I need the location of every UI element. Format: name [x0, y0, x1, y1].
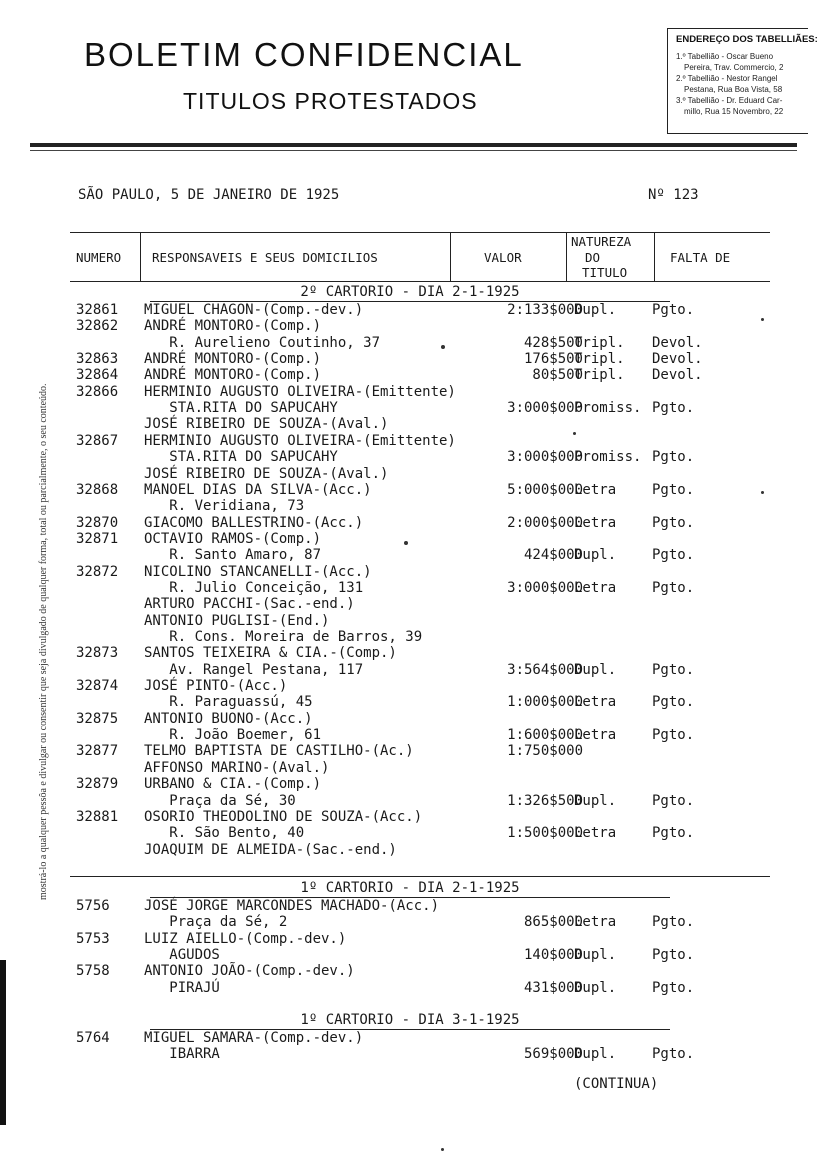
row-value: 80$500	[532, 367, 583, 384]
row-detail-line: AGUDOS	[144, 947, 220, 964]
row-number: 32868	[76, 481, 119, 498]
row-value: 1:000$000	[507, 694, 583, 711]
row-value: 569$000	[523, 1046, 583, 1063]
document-subtitle: TITULOS PROTESTADOS	[183, 88, 478, 114]
address-line: Pestana, Rua Boa Vista, 58	[684, 85, 783, 94]
row-value: 1:326$500	[507, 792, 583, 809]
row-number: 32879	[76, 776, 119, 793]
address-line: Pereira, Trav. Commercio, 2	[684, 63, 784, 72]
address-line: 2.º Tabellião - Nestor Rangel	[676, 74, 778, 83]
row-detail-line: IBARRA	[144, 1046, 220, 1063]
row-nature: Letra	[574, 694, 617, 711]
row-detail-line: R. Julio Conceição, 131	[144, 579, 364, 596]
row-responsible: LUIZ AIELLO-(Comp.-dev.)	[144, 930, 347, 947]
row-reason: Devol.	[652, 334, 703, 351]
col-header-natureza-do: DO	[585, 250, 601, 265]
row-reason: Pgto.	[652, 547, 695, 564]
row-detail-line: JOAQUIM DE ALMEIDA-(Sac.-end.)	[144, 841, 397, 858]
row-responsible: ANTONIO JOÃO-(Comp.-dev.)	[144, 963, 355, 980]
row-detail-line: R. Paraguassú, 45	[144, 694, 313, 711]
row-number: 32873	[76, 645, 119, 662]
header-rule	[30, 143, 797, 147]
row-number: 32862	[76, 318, 119, 335]
row-reason: Pgto.	[652, 979, 695, 996]
row-nature: Letra	[574, 825, 617, 842]
row-value: 428$500	[523, 334, 583, 351]
row-reason: Pgto.	[652, 481, 695, 498]
row-reason: Pgto.	[652, 514, 695, 531]
scan-speck	[761, 491, 764, 494]
row-reason: Pgto.	[652, 792, 695, 809]
row-nature: Dupl.	[574, 1046, 617, 1063]
row-detail-line: R. Santo Amaro, 87	[144, 547, 322, 564]
row-responsible: JOSÉ PINTO-(Acc.)	[144, 678, 288, 695]
section-heading: 1º CARTORIO - DIA 2-1-1925	[300, 880, 520, 896]
row-responsible: GIACOMO BALLESTRINO-(Acc.)	[144, 514, 364, 531]
continued-note: (CONTINUA)	[574, 1076, 659, 1092]
row-value: 2:133$000	[507, 302, 583, 318]
row-number: 32875	[76, 710, 119, 727]
col-header-natureza: NATUREZA	[571, 234, 632, 249]
row-responsible: ANTONIO BUONO-(Acc.)	[144, 710, 313, 727]
col-header-numero: NUMERO	[76, 250, 122, 265]
row-value: 2:000$000	[507, 514, 583, 531]
row-responsible: SANTOS TEIXEIRA & CIA.-(Comp.)	[144, 645, 397, 662]
row-number: 32867	[76, 432, 119, 449]
row-number: 32863	[76, 351, 119, 368]
row-number: 5758	[76, 963, 110, 980]
row-nature: Dupl.	[574, 661, 617, 678]
scan-speck	[441, 1148, 444, 1151]
row-responsible: OCTAVIO RAMOS-(Comp.)	[144, 530, 322, 547]
row-detail-line: Praça da Sé, 30	[144, 792, 296, 809]
row-reason: Pgto.	[652, 661, 695, 678]
header-rule-thin	[30, 150, 797, 151]
row-detail-line: Praça da Sé, 2	[144, 914, 288, 931]
row-nature: Promiss.	[574, 400, 642, 417]
row-responsible: TELMO BAPTISTA DE CASTILHO-(Ac.)	[144, 743, 414, 760]
row-nature: Dupl.	[574, 947, 617, 964]
row-value: 176$500	[523, 351, 583, 368]
scan-speck	[441, 345, 445, 349]
row-responsible: NICOLINO STANCANELLI-(Acc.)	[144, 563, 372, 580]
col-header-falta: FALTA DE	[670, 250, 731, 265]
row-detail-line: STA.RITA DO SAPUCAHY	[144, 449, 338, 466]
scan-speck	[573, 432, 576, 435]
row-responsible: HERMINIO AUGUSTO OLIVEIRA-(Emittente)	[144, 383, 456, 400]
row-reason: Pgto.	[652, 302, 695, 318]
row-value: 3:000$000	[507, 579, 583, 596]
row-responsible: ANDRÉ MONTORO-(Comp.)	[144, 367, 322, 384]
row-number: 32881	[76, 808, 119, 825]
col-divider-4	[654, 232, 655, 281]
row-value: 5:000$000	[507, 481, 583, 498]
binding-edge-mark	[0, 960, 6, 1125]
row-responsible: ANDRÉ MONTORO-(Comp.)	[144, 318, 322, 335]
row-reason: Pgto.	[652, 1046, 695, 1063]
row-reason: Pgto.	[652, 449, 695, 466]
row-nature: Dupl.	[574, 302, 617, 318]
row-responsible: ANDRÉ MONTORO-(Comp.)	[144, 351, 322, 368]
row-detail-line: ANTONIO PUGLISI-(End.)	[144, 612, 330, 629]
row-value: 1:750$000	[507, 743, 583, 760]
address-box-heading: ENDEREÇO DOS TABELLIÃES:	[676, 34, 818, 45]
address-line: 3.º Tabellião - Dr. Eduard Car-	[676, 96, 783, 105]
row-detail-line: R. Veridiana, 73	[144, 498, 305, 515]
document-number: Nº 123	[648, 187, 699, 203]
row-value: 140$000	[523, 947, 583, 964]
table-header-top-rule	[70, 232, 770, 233]
row-nature: Dupl.	[574, 792, 617, 809]
section-closing-rule	[70, 876, 770, 877]
row-number: 5756	[76, 898, 110, 914]
row-nature: Letra	[574, 914, 617, 931]
row-nature: Dupl.	[574, 547, 617, 564]
row-number: 32864	[76, 367, 119, 384]
row-detail-line: JOSÉ RIBEIRO DE SOUZA-(Aval.)	[144, 416, 389, 433]
row-reason: Pgto.	[652, 727, 695, 744]
row-nature: Promiss.	[574, 449, 642, 466]
row-detail-line: AFFONSO MARINO-(Aval.)	[144, 759, 330, 776]
row-detail-line: R. Aurelieno Coutinho, 37	[144, 334, 381, 351]
row-responsible: MANOEL DIAS DA SILVA-(Acc.)	[144, 481, 372, 498]
row-responsible: MIGUEL CHAGON-(Comp.-dev.)	[144, 302, 364, 318]
row-number: 32870	[76, 514, 119, 531]
side-confidentiality-note: mostrá-lo a qualquer pessôa e divulgar ou consentir que seja divulgado de qualquer forma, total ou parcialmente, o seu conteúdo.	[38, 383, 49, 900]
col-header-responsaveis: RESPONSAVEIS E SEUS DOMICILIOS	[152, 250, 378, 265]
col-divider-3	[566, 232, 567, 281]
row-nature: Letra	[574, 514, 617, 531]
row-detail-line: R. São Bento, 40	[144, 825, 305, 842]
row-detail-line: R. Cons. Moreira de Barros, 39	[144, 629, 423, 645]
row-number: 5753	[76, 930, 110, 947]
row-nature: Tripl.	[574, 351, 625, 368]
row-value: 431$000	[523, 979, 583, 996]
row-detail-line: STA.RITA DO SAPUCAHY	[144, 400, 338, 417]
section-heading: 2º CARTORIO - DIA 2-1-1925	[300, 284, 520, 300]
row-detail-line: ARTURO PACCHI-(Sac.-end.)	[144, 596, 355, 613]
row-nature: Dupl.	[574, 979, 617, 996]
row-value: 3:000$000	[507, 400, 583, 417]
row-reason: Devol.	[652, 367, 703, 384]
address-line: millo, Rua 15 Novembro, 22	[684, 107, 784, 116]
scan-speck	[761, 318, 764, 321]
row-nature: Letra	[574, 579, 617, 596]
row-value: 424$000	[523, 547, 583, 564]
row-responsible: MIGUEL SAMARA-(Comp.-dev.)	[144, 1030, 364, 1046]
col-header-valor: VALOR	[484, 250, 522, 265]
row-reason: Pgto.	[652, 825, 695, 842]
scan-speck	[404, 541, 408, 545]
row-number: 32872	[76, 563, 119, 580]
row-value: 3:000$000	[507, 449, 583, 466]
row-reason: Devol.	[652, 351, 703, 368]
row-number: 32871	[76, 530, 119, 547]
row-responsible: JOSÉ JORGE MARCONDES MACHADO-(Acc.)	[144, 898, 440, 914]
row-nature: Letra	[574, 727, 617, 744]
col-divider-1	[140, 232, 141, 281]
row-value: 1:600$000	[507, 727, 583, 744]
section-heading: 1º CARTORIO - DIA 3-1-1925	[300, 1012, 520, 1028]
row-value: 1:500$000	[507, 825, 583, 842]
document-title: BOLETIM CONFIDENCIAL	[84, 36, 524, 73]
row-number: 32874	[76, 678, 119, 695]
row-nature: Tripl.	[574, 334, 625, 351]
row-value: 865$000	[523, 914, 583, 931]
row-detail-line: PIRAJÚ	[144, 979, 220, 996]
row-number: 5764	[76, 1030, 110, 1046]
row-responsible: HERMINIO AUGUSTO OLIVEIRA-(Emittente)	[144, 432, 456, 449]
dateline: SÃO PAULO, 5 DE JANEIRO DE 1925	[78, 187, 340, 203]
row-reason: Pgto.	[652, 947, 695, 964]
row-nature: Tripl.	[574, 367, 625, 384]
row-reason: Pgto.	[652, 914, 695, 931]
row-number: 32861	[76, 302, 119, 318]
table-header-bottom-rule	[70, 281, 770, 282]
row-reason: Pgto.	[652, 579, 695, 596]
row-reason: Pgto.	[652, 400, 695, 417]
row-reason: Pgto.	[652, 694, 695, 711]
row-nature: Letra	[574, 481, 617, 498]
row-number: 32866	[76, 383, 119, 400]
row-detail-line: JOSÉ RIBEIRO DE SOUZA-(Aval.)	[144, 465, 389, 482]
row-detail-line: R. João Boemer, 61	[144, 727, 322, 744]
row-responsible: URBANO & CIA.-(Comp.)	[144, 776, 322, 793]
col-divider-2	[450, 232, 451, 281]
row-responsible: OSORIO THEODOLINO DE SOUZA-(Acc.)	[144, 808, 423, 825]
col-header-natureza-titulo: TITULO	[582, 265, 628, 280]
row-value: 3:564$000	[507, 661, 583, 678]
row-detail-line: Av. Rangel Pestana, 117	[144, 661, 364, 678]
row-number: 32877	[76, 743, 119, 760]
address-line: 1.º Tabellião - Oscar Bueno	[676, 52, 774, 61]
